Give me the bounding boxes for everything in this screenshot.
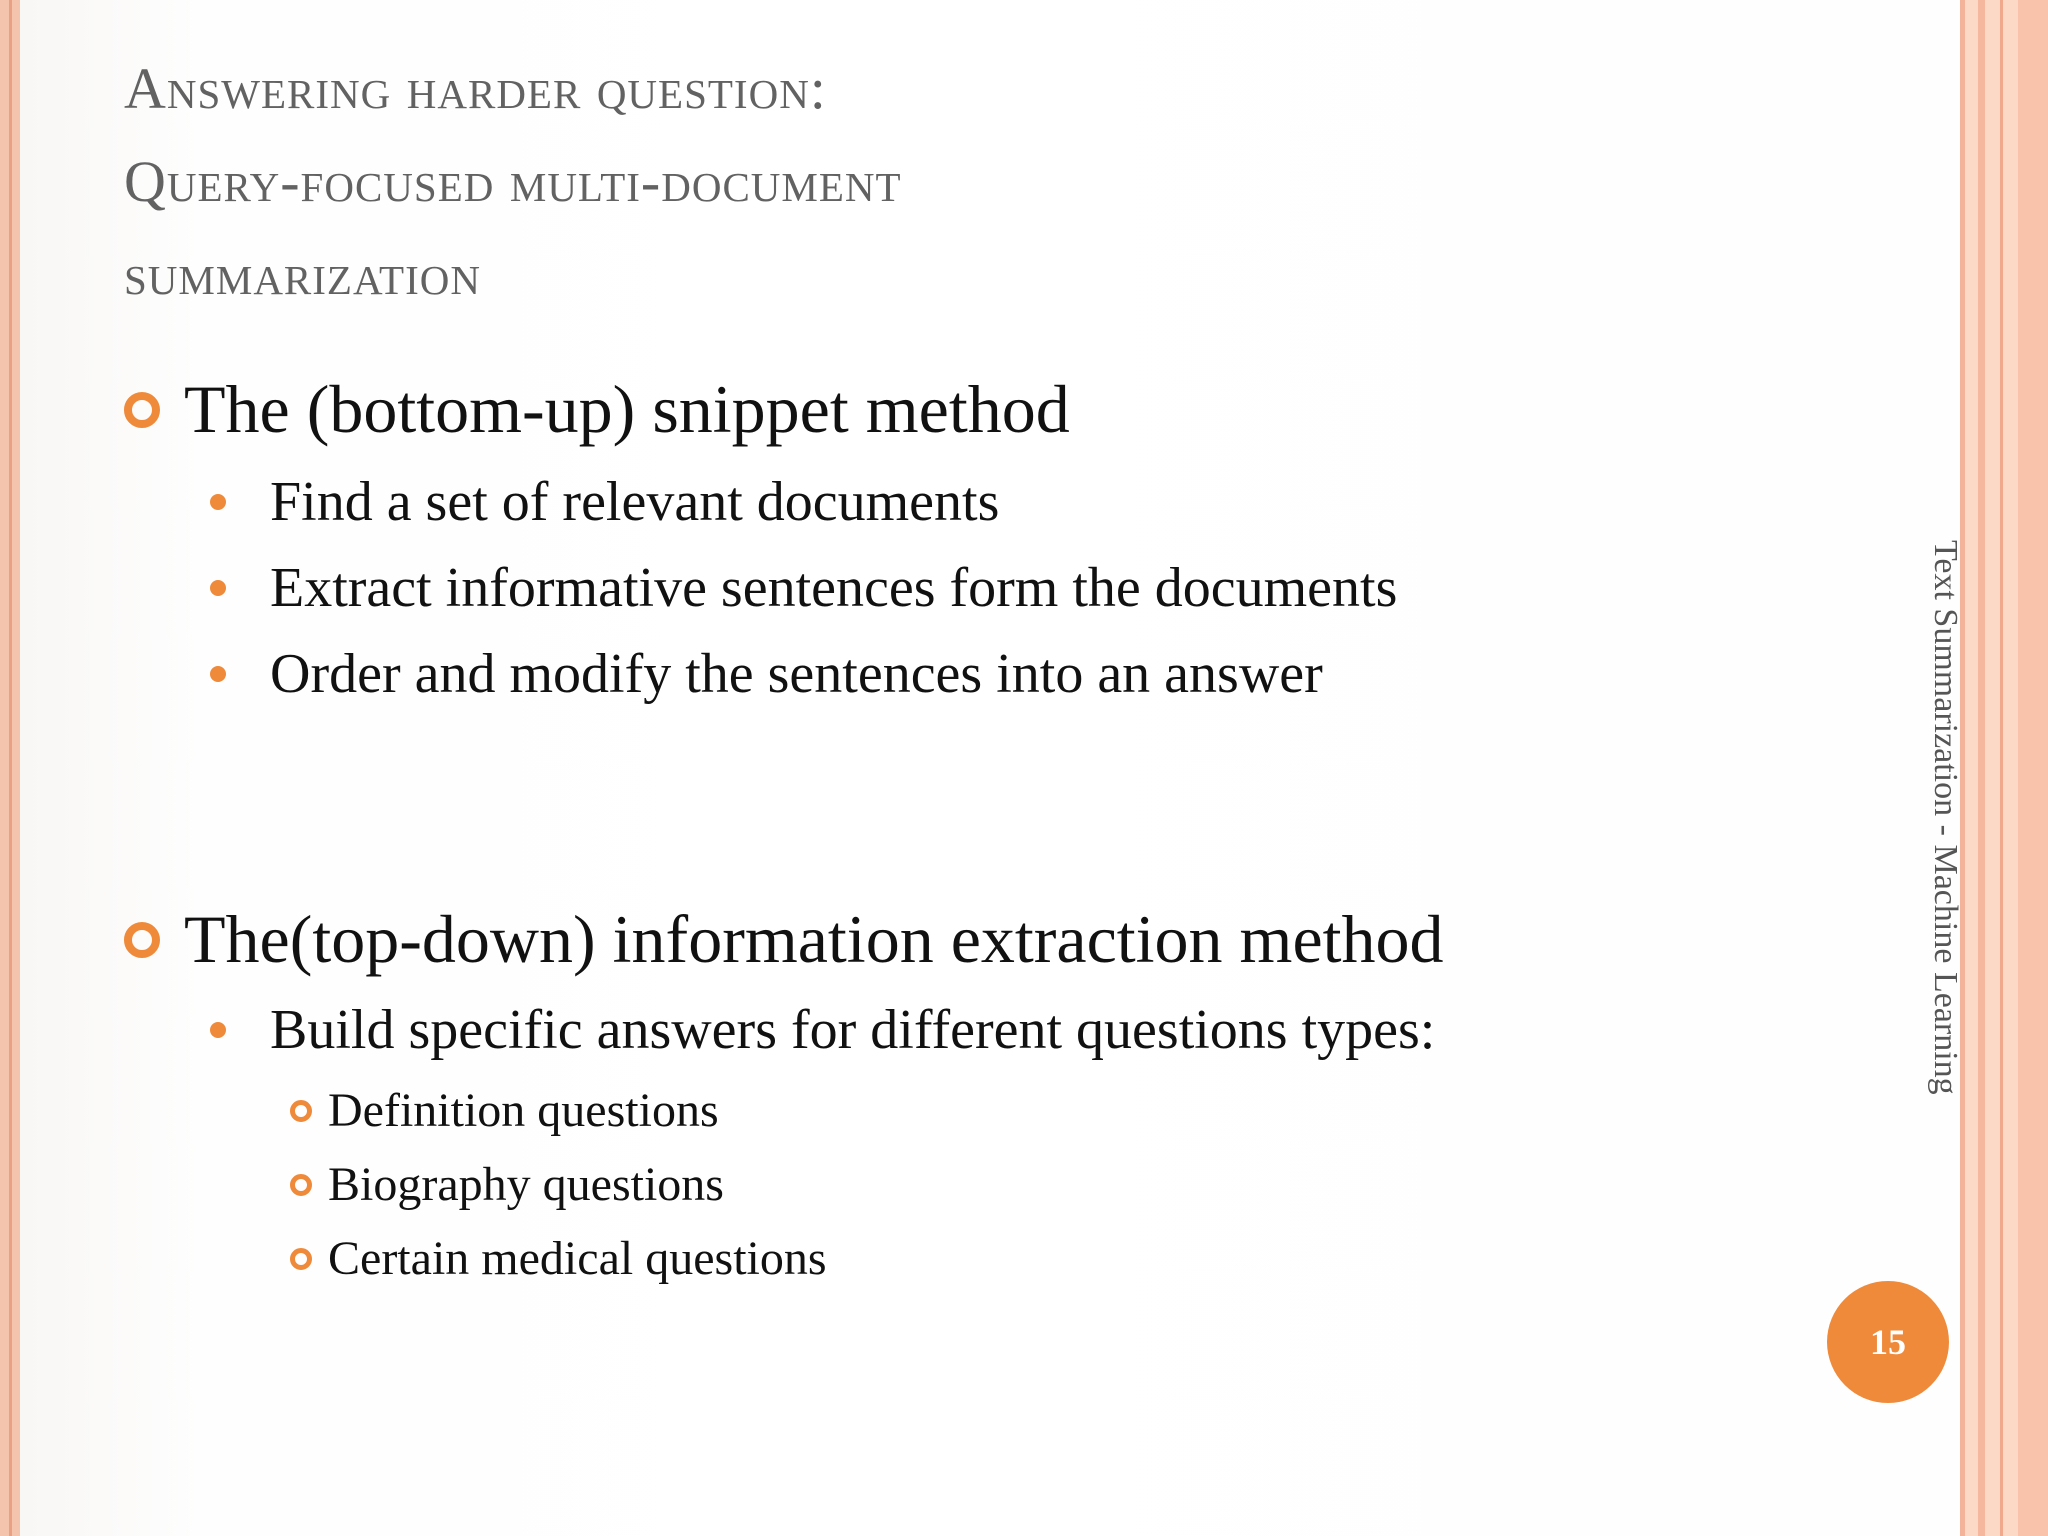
sub-sub-bullet-text: Definition questions bbox=[328, 1084, 719, 1137]
sub-sub-bullet-text: Biography questions bbox=[328, 1158, 724, 1211]
sub-bullet-text: Order and modify the sentences into an answer bbox=[270, 643, 1323, 705]
small-ring-bullet-icon bbox=[290, 1174, 312, 1196]
bullet-information-extraction-method bbox=[124, 900, 1444, 979]
sub-sub-bullet bbox=[290, 1231, 827, 1286]
right-border-stripe bbox=[1978, 0, 1985, 1536]
page-number-badge bbox=[1827, 1281, 1949, 1403]
bullet-snippet-method bbox=[124, 370, 1070, 449]
page-number: 15 bbox=[1870, 1322, 1906, 1362]
slide-title-line: summarization bbox=[124, 242, 481, 307]
right-border-stripe bbox=[2018, 0, 2048, 1536]
slide-title-line: Query-focused multi-document bbox=[124, 149, 902, 214]
bullet-text: The (bottom-up) snippet method bbox=[184, 371, 1070, 447]
right-border-stripe bbox=[2000, 0, 2003, 1536]
sub-sub-bullet bbox=[290, 1083, 719, 1138]
small-ring-bullet-icon bbox=[290, 1100, 312, 1122]
ring-bullet-icon bbox=[124, 392, 160, 428]
sub-bullet-text: Extract informative sentences form the documents bbox=[270, 557, 1398, 619]
sub-sub-bullet-text: Certain medical questions bbox=[328, 1232, 827, 1285]
bullet-text: The(top-down) information extraction method bbox=[184, 901, 1444, 977]
sub-bullet bbox=[210, 998, 1435, 1062]
sub-bullet-text: Build specific answers for different questions types: bbox=[270, 999, 1436, 1061]
ring-bullet-icon bbox=[124, 922, 160, 958]
sub-bullet bbox=[210, 556, 1397, 620]
left-border-line bbox=[9, 0, 12, 1536]
slide-title-line: Answering harder question: bbox=[124, 56, 827, 121]
dot-bullet-icon bbox=[210, 494, 226, 510]
small-ring-bullet-icon bbox=[290, 1248, 312, 1270]
sub-sub-bullet bbox=[290, 1157, 724, 1212]
sub-bullet bbox=[210, 642, 1323, 706]
dot-bullet-icon bbox=[210, 1022, 226, 1038]
sub-bullet-text: Find a set of relevant documents bbox=[270, 471, 1000, 533]
slide-title bbox=[124, 42, 1424, 321]
vertical-footer-text: Text Summarization - Machine Learning bbox=[1927, 540, 1964, 1095]
dot-bullet-icon bbox=[210, 666, 226, 682]
sub-bullet bbox=[210, 470, 999, 534]
dot-bullet-icon bbox=[210, 580, 226, 596]
